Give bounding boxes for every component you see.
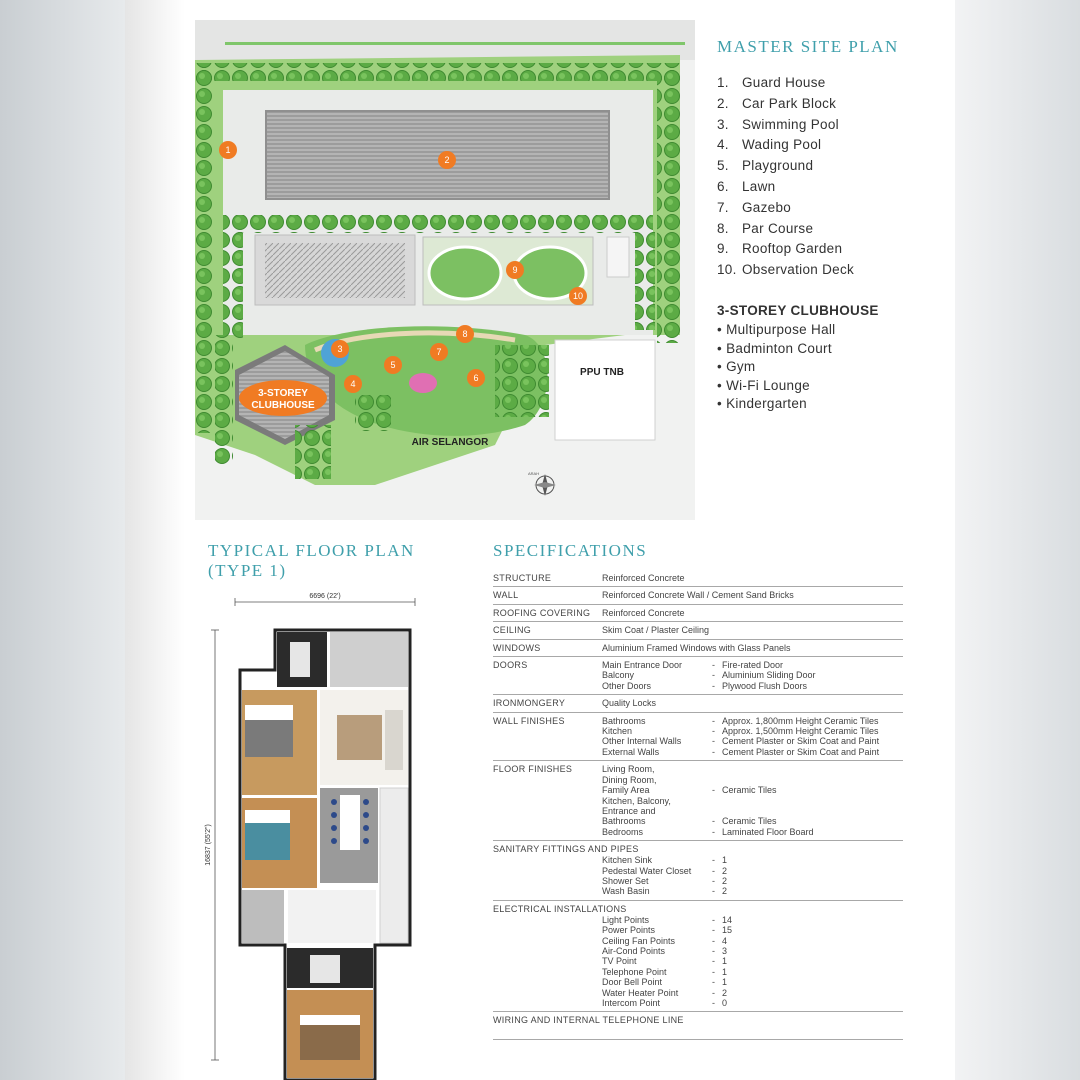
spec-line	[602, 886, 903, 896]
marker-6: 6	[473, 373, 479, 383]
spec-label: WIRING AND INTERNAL TELEPHONE LINE	[493, 1015, 684, 1026]
north-label: ARAH	[528, 471, 540, 476]
spec-item-name: Reinforced Concrete	[602, 607, 685, 618]
spec-label: ROOFING COVERING	[493, 607, 591, 618]
spec-item-value: Cement Plaster or Skim Coat and Paint	[722, 746, 880, 757]
spec-line	[602, 698, 903, 708]
spec-line	[602, 608, 903, 618]
spec-dash	[712, 573, 722, 583]
spec-item-value: Plywood Flush Doors	[722, 680, 808, 691]
spec-line	[602, 660, 903, 670]
spec-label: SANITARY FITTINGS AND PIPES	[493, 844, 639, 855]
spec-item-value: 1	[722, 977, 728, 988]
spec-dash: -	[712, 925, 715, 936]
spec-item-name: Other Doors	[602, 680, 652, 691]
spec-item-name: Balcony	[602, 670, 635, 681]
spec-item-name: Pedestal Water Closet	[602, 865, 692, 876]
spec-line	[602, 736, 903, 746]
spec-dash: -	[712, 935, 715, 946]
spec-line	[602, 670, 903, 680]
spec-line	[602, 988, 903, 998]
legend-item: 4. Wading Pool	[717, 137, 822, 153]
spec-item-value: Aluminium Sliding Door	[722, 670, 816, 681]
spec-line	[602, 866, 903, 876]
amenity-item: • Gym	[717, 359, 756, 374]
spec-label: WINDOWS	[493, 642, 541, 653]
spec-label: WALL	[493, 590, 519, 601]
spec-item-value: 2	[722, 865, 728, 876]
spec-values	[602, 573, 903, 583]
spec-line	[602, 806, 903, 816]
page-shadow-right	[955, 0, 1080, 1080]
spec-item-name: Door Bell Point	[602, 977, 663, 988]
marker-1: 1	[225, 145, 231, 155]
spec-line	[602, 726, 903, 736]
spec-item-name: Air-Cond Points	[602, 945, 666, 956]
spec-dash	[712, 764, 722, 774]
spec-line	[602, 977, 903, 987]
spec-dash: -	[712, 680, 715, 691]
spec-values	[602, 660, 903, 691]
spec-row	[493, 841, 903, 901]
spec-item-name: Main Entrance Door	[602, 660, 683, 671]
spec-item-value: 2	[722, 875, 728, 886]
spec-dash: -	[712, 998, 715, 1008]
spec-label: WALL FINISHES	[493, 715, 565, 726]
spec-dash: -	[712, 966, 715, 977]
spec-dash: -	[712, 875, 715, 886]
spec-label: FLOOR FINISHES	[493, 764, 573, 775]
spec-dash: -	[712, 987, 715, 998]
spec-dash: -	[712, 886, 715, 897]
spec-item-value: 0	[722, 998, 728, 1008]
spec-dash	[712, 643, 722, 653]
spec-line	[602, 643, 903, 653]
spec-item-name: Light Points	[602, 914, 650, 925]
spec-dash: -	[712, 736, 715, 747]
spec-line	[602, 625, 903, 635]
spec-item-name: Family Area	[602, 785, 650, 796]
page-shadow-left	[0, 0, 125, 1080]
specifications-title: SPECIFICATIONS	[493, 541, 648, 560]
spec-item-value: Cement Plaster or Skim Coat and Paint	[722, 736, 880, 747]
spec-dash: -	[712, 977, 715, 988]
spec-dash: -	[712, 826, 715, 837]
spec-dash: -	[712, 670, 715, 681]
spec-dash: -	[712, 855, 715, 866]
spec-row	[493, 657, 903, 695]
spec-dash: -	[712, 785, 715, 796]
legend-item: 2. Car Park Block	[717, 95, 837, 111]
clubhouse-amenities	[717, 321, 835, 414]
spec-item-value: 14	[722, 914, 733, 925]
spec-dash	[712, 698, 722, 708]
spec-values	[602, 1026, 903, 1036]
spec-row	[493, 1012, 903, 1040]
spec-dash	[712, 806, 722, 816]
width-dimension: 6696 (22')	[309, 593, 341, 600]
spec-values	[602, 716, 903, 758]
amenity-item: • Badminton Court	[717, 340, 832, 356]
spec-item-name: Bathrooms	[602, 715, 646, 726]
spec-item-name: Telephone Point	[602, 966, 667, 977]
spec-row	[493, 570, 903, 587]
site-plan-legend	[717, 73, 854, 281]
spec-line	[602, 590, 903, 600]
marker-4: 4	[350, 379, 356, 389]
spec-values	[602, 625, 903, 635]
spec-line	[602, 785, 903, 795]
legend-item: 7. Gazebo	[717, 199, 792, 215]
spec-dash: -	[712, 865, 715, 876]
spec-values	[602, 643, 903, 653]
spec-dash: -	[712, 956, 715, 967]
spec-item-value: 15	[722, 925, 733, 936]
amenity-item: • Wi-Fi Lounge	[717, 377, 810, 393]
spec-line	[602, 681, 903, 691]
spec-item-value: 1	[722, 855, 728, 866]
spec-item-name: Reinforced Concrete	[602, 573, 685, 583]
spec-item-name: Entrance and	[602, 805, 656, 816]
spec-values	[602, 764, 903, 837]
spec-dash: -	[712, 746, 715, 757]
spec-line	[602, 816, 903, 826]
floor-plan-drawing	[200, 590, 440, 1080]
spec-item-name: Bedrooms	[602, 826, 644, 837]
spec-row	[493, 622, 903, 639]
spec-item-value: Ceramic Tiles	[722, 785, 777, 796]
spec-item-name: Wash Basin	[602, 886, 650, 897]
spec-item-value: 2	[722, 987, 728, 998]
spec-dash	[712, 775, 722, 785]
spec-item-value: 2	[722, 886, 728, 897]
spec-item-name: External Walls	[602, 746, 660, 757]
spec-line	[602, 716, 903, 726]
amenity-item: • Multipurpose Hall	[717, 322, 836, 337]
spec-item-value: 1	[722, 966, 728, 977]
spec-dash	[712, 796, 722, 806]
spec-line	[602, 827, 903, 837]
spec-line	[602, 925, 903, 935]
ppu-tnb-label: PPU TNB	[580, 367, 624, 378]
spec-line	[602, 956, 903, 966]
spec-dash: -	[712, 715, 715, 726]
clubhouse-map-label-line1: 3-STOREY	[258, 388, 308, 399]
spec-line	[602, 998, 903, 1008]
spec-values	[602, 698, 903, 708]
spec-row	[493, 695, 903, 712]
spec-item-value: Approx. 1,800mm Height Ceramic Tiles	[722, 715, 879, 726]
spec-item-name: Kitchen	[602, 726, 633, 737]
spec-item-name: Kitchen Sink	[602, 855, 653, 866]
height-dimension: 16837 (55'2")	[205, 824, 212, 866]
spec-item-value: 3	[722, 945, 728, 956]
spec-item-value: Approx. 1,500mm Height Ceramic Tiles	[722, 726, 879, 737]
spec-values	[602, 608, 903, 618]
spec-item-value: Laminated Floor Board	[722, 826, 814, 837]
spec-item-name: Water Heater Point	[602, 987, 679, 998]
marker-8: 8	[462, 329, 468, 339]
spec-label: DOORS	[493, 660, 528, 671]
spec-values	[602, 590, 903, 600]
specifications-table	[493, 570, 903, 1040]
spec-item-value: 1	[722, 956, 728, 967]
spec-item-name: Reinforced Concrete Wall / Cement Sand Bricks	[602, 590, 794, 601]
spec-dash	[712, 625, 722, 635]
spec-item-name: Aluminium Framed Windows with Glass Panels	[602, 642, 791, 653]
marker-5: 5	[390, 360, 396, 370]
floor-plan-title: TYPICAL FLOOR PLAN (TYPE 1)	[208, 541, 415, 580]
spec-row	[493, 587, 903, 604]
master-site-plan-map	[195, 15, 695, 520]
spec-line	[602, 967, 903, 977]
spec-line	[602, 764, 903, 774]
air-selangor-label: AIR SELANGOR	[411, 437, 489, 448]
legend-item: 3. Swimming Pool	[717, 116, 839, 132]
master-site-plan-title: MASTER SITE PLAN	[717, 37, 899, 56]
legend-item: 6. Lawn	[717, 178, 776, 194]
marker-9: 9	[512, 265, 518, 275]
clubhouse-map-label-line2: CLUBHOUSE	[251, 400, 315, 411]
spec-dash: -	[712, 660, 715, 671]
spec-label: CEILING	[493, 625, 532, 636]
spec-dash	[712, 608, 722, 618]
spec-values	[602, 855, 903, 897]
spec-row	[493, 713, 903, 762]
spec-line	[602, 775, 903, 785]
spec-label: ELECTRICAL INSTALLATIONS	[493, 903, 627, 914]
spec-item-name: TV Point	[602, 956, 637, 967]
legend-item: 10. Observation Deck	[717, 262, 855, 278]
spec-dash: -	[712, 945, 715, 956]
amenity-item: • Kindergarten	[717, 396, 807, 411]
legend-item: 5. Playground	[717, 158, 814, 174]
spec-item-name: Power Points	[602, 925, 656, 936]
spec-line	[602, 855, 903, 865]
spec-item-value: Ceramic Tiles	[722, 816, 777, 827]
spec-row	[493, 901, 903, 1013]
spec-item-name: Kitchen, Balcony,	[602, 795, 671, 806]
legend-item: 9. Rooftop Garden	[717, 241, 843, 257]
marker-2: 2	[444, 155, 450, 165]
clubhouse-title: 3-STOREY CLUBHOUSE	[717, 303, 879, 318]
spec-item-name: Dining Room,	[602, 774, 657, 785]
spec-label: STRUCTURE	[493, 573, 552, 583]
spec-item-name: Other Internal Walls	[602, 736, 682, 747]
spec-item-name: Skim Coat / Plaster Ceiling	[602, 625, 710, 636]
marker-7: 7	[436, 347, 442, 357]
spec-item-name: Living Room,	[602, 764, 655, 775]
spec-dash: -	[712, 816, 715, 827]
spec-row	[493, 761, 903, 841]
spec-line	[602, 876, 903, 886]
brochure-page	[125, 0, 955, 1080]
spec-item-value: 4	[722, 935, 728, 946]
legend-item: 1. Guard House	[717, 75, 826, 90]
spec-item-name: Shower Set	[602, 875, 649, 886]
spec-row	[493, 640, 903, 657]
spec-item-name: Quality Locks	[602, 698, 657, 709]
spec-line	[602, 936, 903, 946]
legend-item: 8. Par Course	[717, 220, 814, 236]
spec-row	[493, 605, 903, 622]
spec-item-name: Ceiling Fan Points	[602, 935, 676, 946]
spec-line	[602, 573, 903, 583]
spec-line	[602, 946, 903, 956]
spec-values	[602, 915, 903, 1009]
spec-dash: -	[712, 726, 715, 737]
marker-3: 3	[337, 344, 343, 354]
marker-10: 10	[572, 291, 584, 301]
spec-line	[602, 796, 903, 806]
spec-dash	[712, 590, 722, 600]
spec-item-value: Fire-rated Door	[722, 660, 784, 671]
spec-label: IRONMONGERY	[493, 698, 566, 709]
spec-item-name: Intercom Point	[602, 998, 661, 1008]
spec-dash: -	[712, 914, 715, 925]
spec-item-name: Bathrooms	[602, 816, 646, 827]
spec-line	[602, 747, 903, 757]
spec-line	[602, 915, 903, 925]
